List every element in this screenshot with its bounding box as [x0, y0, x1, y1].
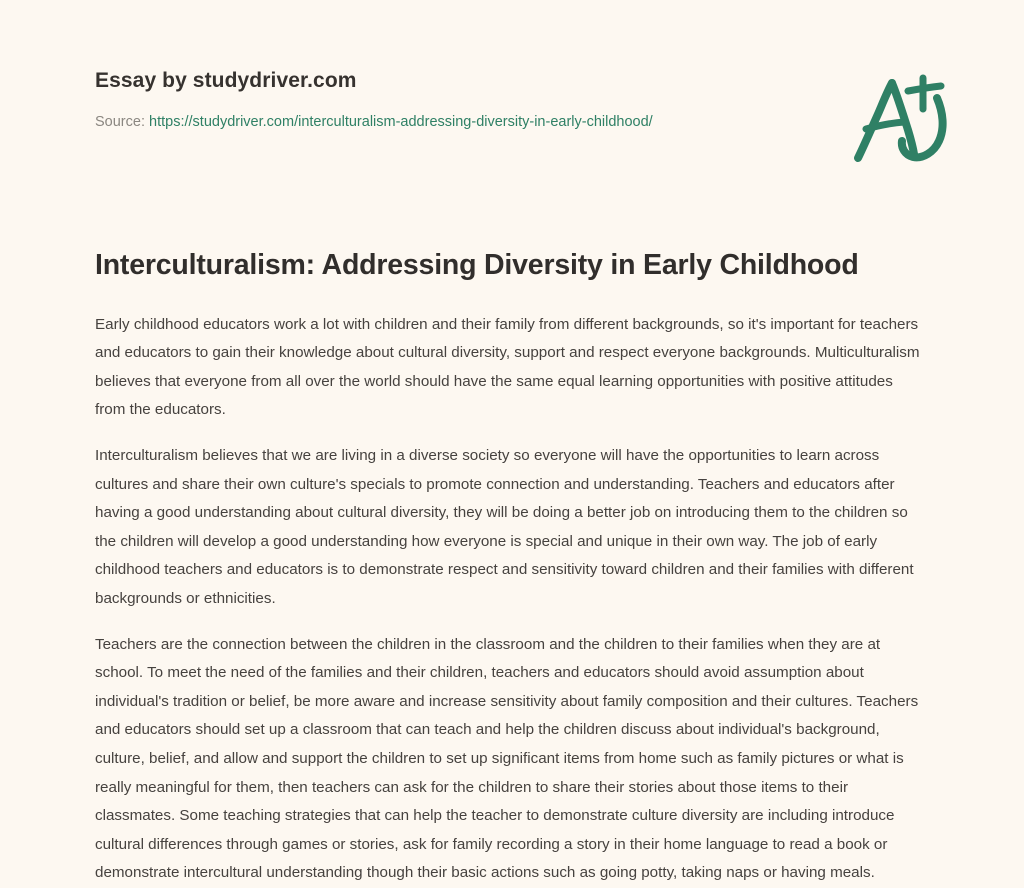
article [95, 248, 923, 888]
paragraph: Teachers are the connection between the children in the classroom and the children to their families when they are at school. To meet the need of the families and their children, teachers and educators should avoid assumption about individual's tradition or belief, be more aware and increase sensitivity about family composition and their cultures. Teachers and educators should set up a classroom that can teach and help the children discuss about individual's background, culture, belief, and allow and support the children to set up significant items from home such as family pictures or what is really meaningful for them, then teachers can ask for the children to share their stories about those items to their classmates. Some teaching strategies that can help the teacher to demonstrate culture diversity are including introduce cultural differences through games or stories, ask for family recording a story in their home language to read a book or demonstrate intercultural understanding though their basic actions such as going potty, taking naps or having meals. [95, 635, 919, 882]
page-title: Interculturalism: Addressing Diversity in Early Childhood [95, 249, 859, 281]
studydriver-logo [844, 62, 964, 174]
brand-title: Essay by studydriver.com [95, 69, 357, 92]
a-plus-logo-icon [844, 62, 964, 174]
document-header [95, 68, 929, 132]
source-url-link[interactable]: https://studydriver.com/interculturalism-addressing-diversity-in-early-childhood/ [149, 114, 653, 131]
source-line [95, 94, 929, 132]
paragraph: Early childhood educators work a lot with children and their family from different backgrounds, so it's important for teachers and educators to gain their knowledge about cultural diversity, support and respect everyone backgrounds. Multiculturalism believes that everyone from all over the world should have the same equal learning opportunities with positive attitudes from the educators. [95, 315, 920, 419]
article-body [95, 284, 923, 888]
source-label: Source: [95, 114, 145, 131]
paragraph: Interculturalism believes that we are living in a diverse society so everyone will have the opportunities to learn across cultures and share their own culture's specials to promote connection and understanding. Teachers and educators after having a good understanding about cultural diversity, they will be doing a better job on introducing them to the children so the children will develop a good understanding how everyone is special and unique in their own way. The job of early childhood teachers and educators is to demonstrate respect and sensitivity toward children and their families with different backgrounds or ethnicities. [95, 447, 914, 607]
